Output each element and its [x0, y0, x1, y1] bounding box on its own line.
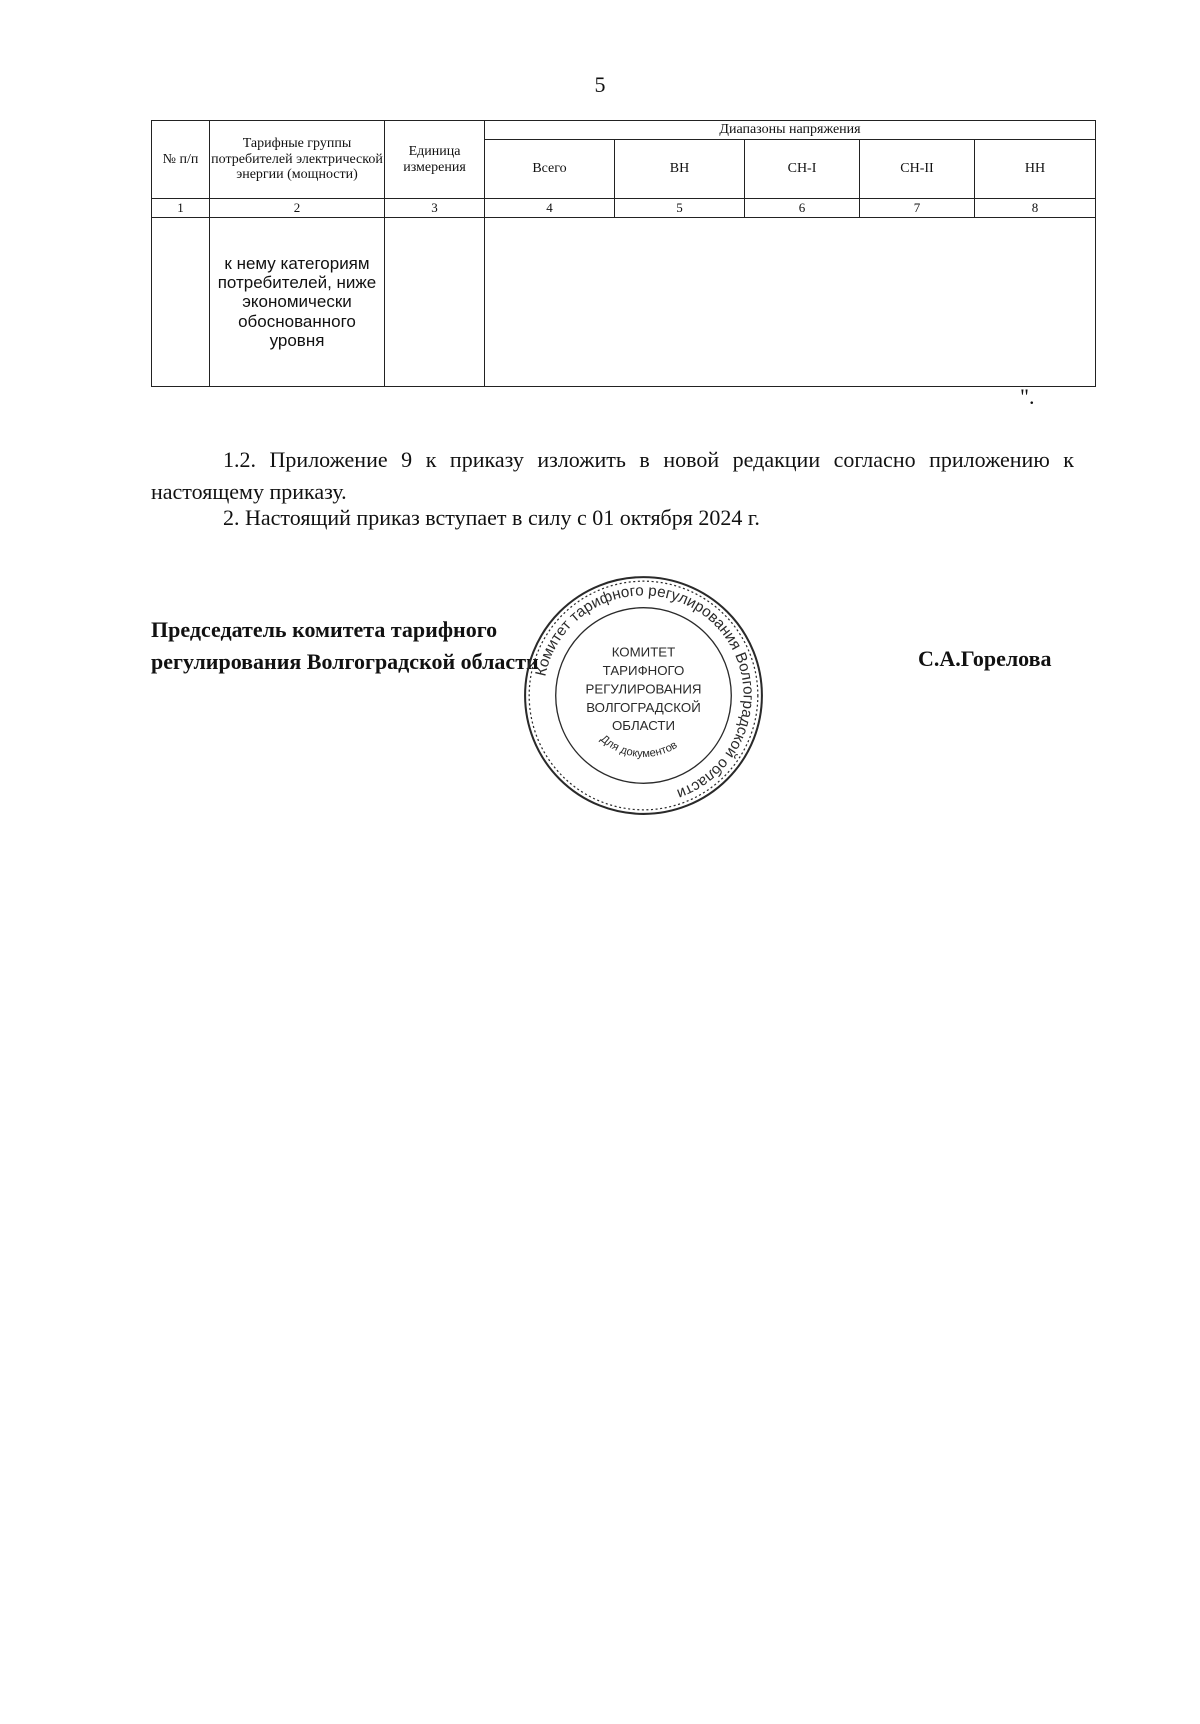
column-number: 8	[975, 199, 1096, 218]
page-number: 5	[594, 72, 606, 97]
row-number-cell	[152, 218, 210, 387]
signatory-name: С.А.Горелова	[918, 646, 1052, 671]
column-number: 3	[385, 199, 485, 218]
column-number: 4	[485, 199, 615, 218]
stamp-center-line: РЕГУЛИРОВАНИЯ	[585, 681, 702, 697]
header-voltage-ranges: Диапазоны напряжения	[485, 121, 1096, 140]
stamp-center-line: ВОЛГОГРАДСКОЙ	[586, 699, 701, 715]
column-number: 1	[152, 199, 210, 218]
column-number: 6	[745, 199, 860, 218]
closing-quote: ".	[1020, 384, 1035, 409]
column-number: 2	[210, 199, 385, 218]
header-vn: ВН	[615, 140, 745, 199]
stamp-outer-text: Комитет тарифного регулирования Волгоградской области	[532, 582, 757, 803]
header-sn1: СН-I	[745, 140, 860, 199]
column-number: 7	[860, 199, 975, 218]
header-total: Всего	[485, 140, 615, 199]
paragraph-2: 2. Настоящий приказ вступает в силу с 01 октября 2024 г.	[223, 505, 760, 530]
column-number: 5	[615, 199, 745, 218]
table-row	[152, 218, 1096, 387]
stamp-bottom-text: Для документов	[597, 732, 680, 761]
header-number: № п/п	[152, 121, 210, 199]
stamp-center-line: ОБЛАСТИ	[611, 718, 676, 734]
row-group-text: к нему категориям потребителей, ниже экономически обоснованного уровня	[210, 218, 385, 387]
official-stamp	[521, 573, 766, 818]
row-values-cell	[485, 218, 1096, 387]
row-unit-cell	[385, 218, 485, 387]
stamp-center-line: ТАРИФНОГО	[602, 663, 685, 679]
column-number-row	[152, 199, 1096, 218]
signatory-position	[151, 614, 539, 678]
header-sn2: СН-II	[860, 140, 975, 199]
header-nn: НН	[975, 140, 1096, 199]
paragraph-1-2: 1.2. Приложение 9 к приказу изложить в новой редакции согласно приложению к настоящему приказу.	[151, 447, 1074, 504]
tariff-table	[151, 120, 1096, 387]
header-tariff-groups: Тарифные группы потребителей электрической энергии (мощности)	[210, 121, 385, 199]
position-line-2: регулирования Волгоградской области	[151, 649, 539, 674]
position-line-1: Председатель комитета тарифного	[151, 617, 498, 642]
header-unit: Единица измерения	[385, 121, 485, 199]
stamp-center-line: КОМИТЕТ	[611, 644, 676, 660]
